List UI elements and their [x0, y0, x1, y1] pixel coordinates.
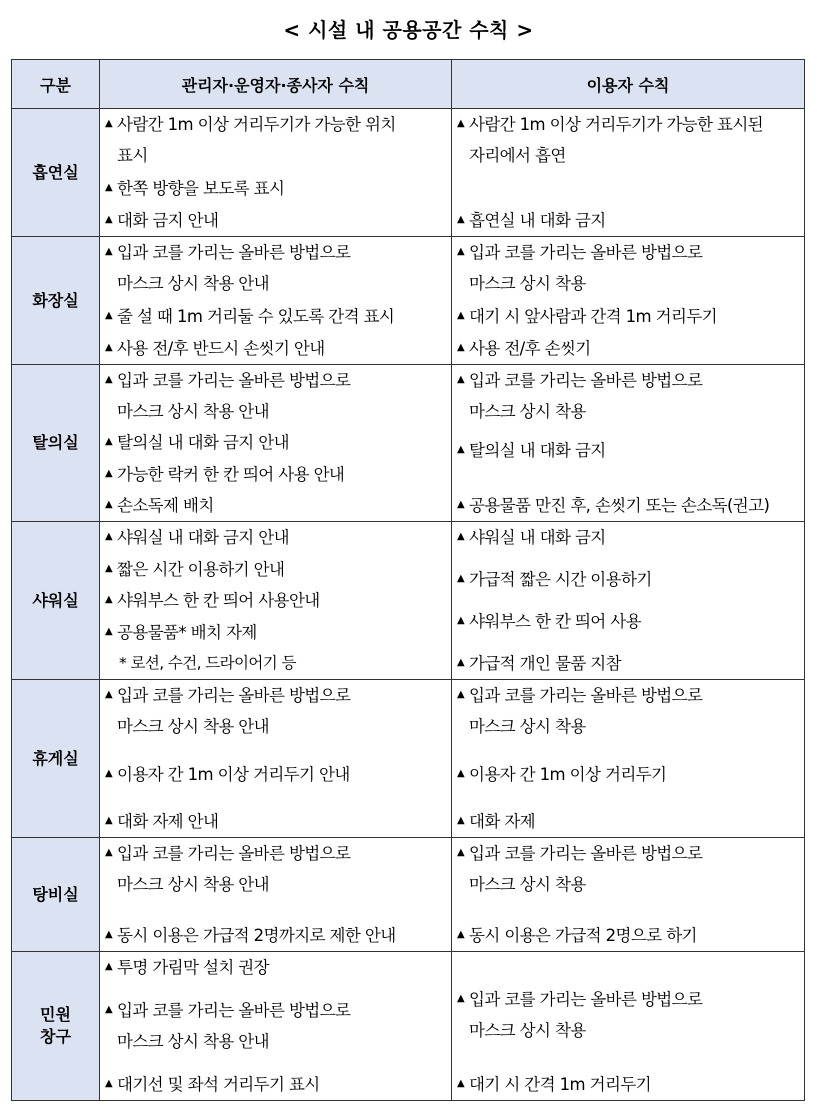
table-row — [12, 522, 805, 680]
staff-rules-cell — [100, 680, 452, 838]
list-item — [457, 1069, 800, 1100]
list-item — [457, 522, 800, 553]
triangle-bullet-icon: ▲ — [105, 309, 113, 321]
user-rules-cell — [452, 680, 805, 838]
triangle-bullet-icon: ▲ — [105, 929, 113, 940]
triangle-bullet-icon: ▲ — [105, 181, 113, 193]
list-item — [105, 109, 447, 171]
list-item-text: 입과 코를 가리는 올바른 방법으로 마스크 상시 착용 안내 — [117, 371, 351, 421]
category-cell: 화장실 — [12, 237, 100, 365]
triangle-bullet-icon: ▲ — [457, 342, 465, 353]
list-item-text: 사람간 1m 이상 거리두기가 가능한 표시된 자리에서 흡연 — [469, 115, 764, 165]
footnote: * 로션, 수건, 드라이어기 등 — [119, 654, 296, 672]
staff-rules-cell — [100, 952, 452, 1101]
header-user-rules: 이용자 수칙 — [452, 60, 805, 109]
triangle-bullet-icon: ▲ — [105, 1078, 113, 1089]
list-item-text: 입과 코를 가리는 올바른 방법으로 마스크 상시 착용 안내 — [117, 686, 351, 736]
list-item-text: 흡연실 내 대화 금지 — [469, 211, 606, 230]
triangle-bullet-icon: ▲ — [457, 929, 465, 940]
list-item — [457, 606, 800, 637]
list-item — [105, 205, 447, 236]
triangle-bullet-icon: ▲ — [105, 374, 113, 385]
list-item-text: 사람간 1m 이상 거리두기가 가능한 위치 표시 — [117, 115, 396, 165]
user-rules-cell — [452, 522, 805, 680]
list-item-text: 가급적 개인 물품 지참 — [469, 654, 621, 673]
list-item — [105, 173, 447, 204]
header-staff-rules: 관리자·운영자·종사자 수칙 — [100, 60, 452, 109]
category-cell: 샤워실 — [12, 522, 100, 680]
table-row — [12, 365, 805, 522]
list-item — [105, 617, 447, 648]
triangle-bullet-icon: ▲ — [457, 499, 465, 510]
user-rules-cell — [452, 952, 805, 1101]
list-item — [457, 490, 800, 521]
list-item-text: 줄 설 때 1m 거리둘 수 있도록 간격 표시 — [117, 306, 395, 326]
list-item-text: 공용물품 만진 후, 손씻기 또는 손소독(권고) — [469, 496, 770, 515]
spacer — [457, 184, 800, 192]
triangle-bullet-icon: ▲ — [105, 594, 113, 605]
table-row — [12, 838, 805, 952]
list-item — [457, 759, 800, 790]
triangle-bullet-icon: ▲ — [457, 615, 465, 626]
triangle-bullet-icon: ▲ — [457, 815, 465, 826]
list-item — [105, 920, 447, 951]
staff-rules-cell — [100, 838, 452, 952]
staff-rules-cell — [100, 522, 452, 680]
table-row — [12, 237, 805, 365]
triangle-bullet-icon: ▲ — [105, 961, 113, 972]
list-item-text: 대화 금지 안내 — [117, 211, 219, 230]
list-item — [457, 984, 800, 1046]
list-item — [105, 490, 447, 521]
list-item — [105, 1069, 447, 1100]
triangle-bullet-icon: ▲ — [457, 573, 465, 584]
list-item — [457, 838, 800, 900]
list-item-text: 입과 코를 가리는 올바른 방법으로 마스크 상시 착용 안내 — [117, 1001, 351, 1051]
list-item-text: 이용자 간 1m 이상 거리두기 안내 — [117, 764, 350, 784]
table-row — [12, 680, 805, 838]
triangle-bullet-icon: ▲ — [457, 657, 465, 668]
list-item-text: 가급적 짧은 시간 이용하기 — [469, 570, 652, 589]
list-item — [105, 995, 447, 1057]
list-item-text: 이용자 간 1m 이상 거리두기 — [469, 764, 667, 784]
list-item — [457, 109, 800, 171]
triangle-bullet-icon: ▲ — [105, 531, 113, 542]
header-category: 구분 — [12, 60, 100, 109]
list-item — [457, 648, 800, 679]
list-item-text: 공용물품* 배치 자제 — [117, 622, 257, 642]
category-cell: 탈의실 — [12, 365, 100, 522]
triangle-bullet-icon: ▲ — [105, 118, 113, 129]
list-item — [457, 365, 800, 427]
list-item-text: 탈의실 내 대화 금지 안내 — [117, 433, 289, 453]
category-cell: 탕비실 — [12, 838, 100, 952]
list-item-text: 손소독제 배치 — [117, 495, 214, 515]
list-item-text: 동시 이용은 가급적 2명으로 하기 — [469, 926, 697, 945]
spacer — [457, 952, 800, 960]
list-item-text: 입과 코를 가리는 올바른 방법으로 마스크 상시 착용 — [469, 844, 703, 894]
list-item-text: 동시 이용은 가급적 2명까지로 제한 안내 — [117, 926, 396, 945]
list-item — [105, 554, 447, 585]
list-item-text: 사용 전/후 반드시 손씻기 안내 — [117, 339, 325, 358]
spacer — [457, 474, 800, 482]
list-item — [105, 427, 447, 458]
list-item — [105, 333, 447, 364]
list-item-text: 탈의실 내 대화 금지 — [469, 441, 606, 460]
table-row — [12, 952, 805, 1101]
triangle-bullet-icon: ▲ — [105, 214, 113, 225]
triangle-bullet-icon: ▲ — [105, 847, 113, 858]
list-item-text: 입과 코를 가리는 올바른 방법으로 마스크 상시 착용 — [469, 989, 703, 1040]
list-item-text: 샤워실 내 대화 금지 — [469, 528, 606, 547]
list-item-text: 샤워실 내 대화 금지 안내 — [117, 528, 289, 547]
list-item-text: 대화 자제 — [469, 812, 536, 831]
list-item — [105, 522, 447, 553]
triangle-bullet-icon: ▲ — [105, 767, 113, 779]
list-item-text: 한쪽 방향을 보도록 표시 — [117, 178, 285, 198]
user-rules-cell — [452, 237, 805, 365]
header-row — [12, 60, 805, 109]
triangle-bullet-icon: ▲ — [457, 374, 465, 385]
list-item-text: 입과 코를 가리는 올바른 방법으로 마스크 상시 착용 안내 — [117, 844, 351, 894]
triangle-bullet-icon: ▲ — [105, 1004, 113, 1015]
triangle-bullet-icon: ▲ — [457, 992, 465, 1004]
user-rules-cell — [452, 838, 805, 952]
category-cell: 휴게실 — [12, 680, 100, 838]
list-item — [457, 333, 800, 364]
list-item-text: 짧은 시간 이용하기 안내 — [117, 559, 285, 579]
triangle-bullet-icon: ▲ — [105, 625, 113, 637]
list-item — [105, 301, 447, 332]
list-item — [457, 920, 800, 951]
list-item — [105, 838, 447, 900]
triangle-bullet-icon: ▲ — [457, 689, 465, 700]
triangle-bullet-icon: ▲ — [457, 1078, 465, 1089]
triangle-bullet-icon: ▲ — [457, 531, 465, 542]
list-item — [105, 365, 447, 427]
category-cell: 흡연실 — [12, 109, 100, 237]
list-item — [105, 952, 447, 983]
list-item — [105, 585, 447, 616]
list-item-text: 샤워부스 한 칸 띄어 사용 — [469, 612, 641, 631]
triangle-bullet-icon: ▲ — [457, 246, 465, 257]
list-item-text: 대기 시 간격 1m 거리두기 — [469, 1075, 652, 1094]
list-item-text: 입과 코를 가리는 올바른 방법으로 마스크 상시 착용 안내 — [117, 243, 351, 293]
triangle-bullet-icon: ▲ — [105, 246, 113, 257]
list-item-text: 입과 코를 가리는 올바른 방법으로 마스크 상시 착용 — [469, 243, 703, 293]
list-item — [457, 564, 800, 595]
triangle-bullet-icon: ▲ — [457, 118, 465, 129]
list-item-text: 사용 전/후 손씻기 — [469, 339, 591, 358]
list-item-text: 대기선 및 좌석 거리두기 표시 — [117, 1075, 320, 1094]
list-item-text: 대화 자제 안내 — [117, 812, 219, 831]
list-item — [457, 237, 800, 299]
list-item-text: 투명 가림막 설치 권장 — [117, 958, 269, 977]
triangle-bullet-icon: ▲ — [105, 815, 113, 826]
triangle-bullet-icon: ▲ — [457, 309, 465, 321]
triangle-bullet-icon: ▲ — [457, 847, 465, 858]
list-item — [105, 237, 447, 299]
triangle-bullet-icon: ▲ — [105, 498, 113, 510]
triangle-bullet-icon: ▲ — [457, 214, 465, 225]
triangle-bullet-icon: ▲ — [105, 436, 113, 448]
staff-rules-cell — [100, 237, 452, 365]
list-item-text: 입과 코를 가리는 올바른 방법으로 마스크 상시 착용 — [469, 686, 703, 736]
staff-rules-cell — [100, 365, 452, 522]
triangle-bullet-icon: ▲ — [105, 562, 113, 574]
user-rules-cell — [452, 365, 805, 522]
list-item — [105, 806, 447, 837]
list-item — [457, 680, 800, 742]
list-item — [457, 806, 800, 837]
table-row — [12, 109, 805, 237]
user-rules-cell — [452, 109, 805, 237]
list-item-text: 입과 코를 가리는 올바른 방법으로 마스크 상시 착용 — [469, 371, 703, 421]
rules-table — [11, 59, 805, 1101]
list-item-text: 대기 시 앞사람과 간격 1m 거리두기 — [469, 306, 718, 326]
list-item-text: 가능한 락커 한 칸 띄어 사용 안내 — [117, 464, 345, 484]
staff-rules-cell — [100, 109, 452, 237]
triangle-bullet-icon: ▲ — [105, 342, 113, 353]
list-item — [457, 435, 800, 466]
list-item — [105, 459, 447, 490]
list-item — [105, 759, 447, 790]
triangle-bullet-icon: ▲ — [105, 689, 113, 700]
list-item — [457, 301, 800, 332]
list-item-text: 샤워부스 한 칸 띄어 사용안내 — [117, 591, 320, 610]
category-cell: 민원 창구 — [12, 952, 100, 1101]
list-item — [105, 680, 447, 742]
page-title: < 시설 내 공용공간 수칙 > — [283, 18, 534, 42]
triangle-bullet-icon: ▲ — [457, 767, 465, 779]
triangle-bullet-icon: ▲ — [105, 467, 113, 479]
list-item — [457, 205, 800, 236]
triangle-bullet-icon: ▲ — [457, 444, 465, 455]
